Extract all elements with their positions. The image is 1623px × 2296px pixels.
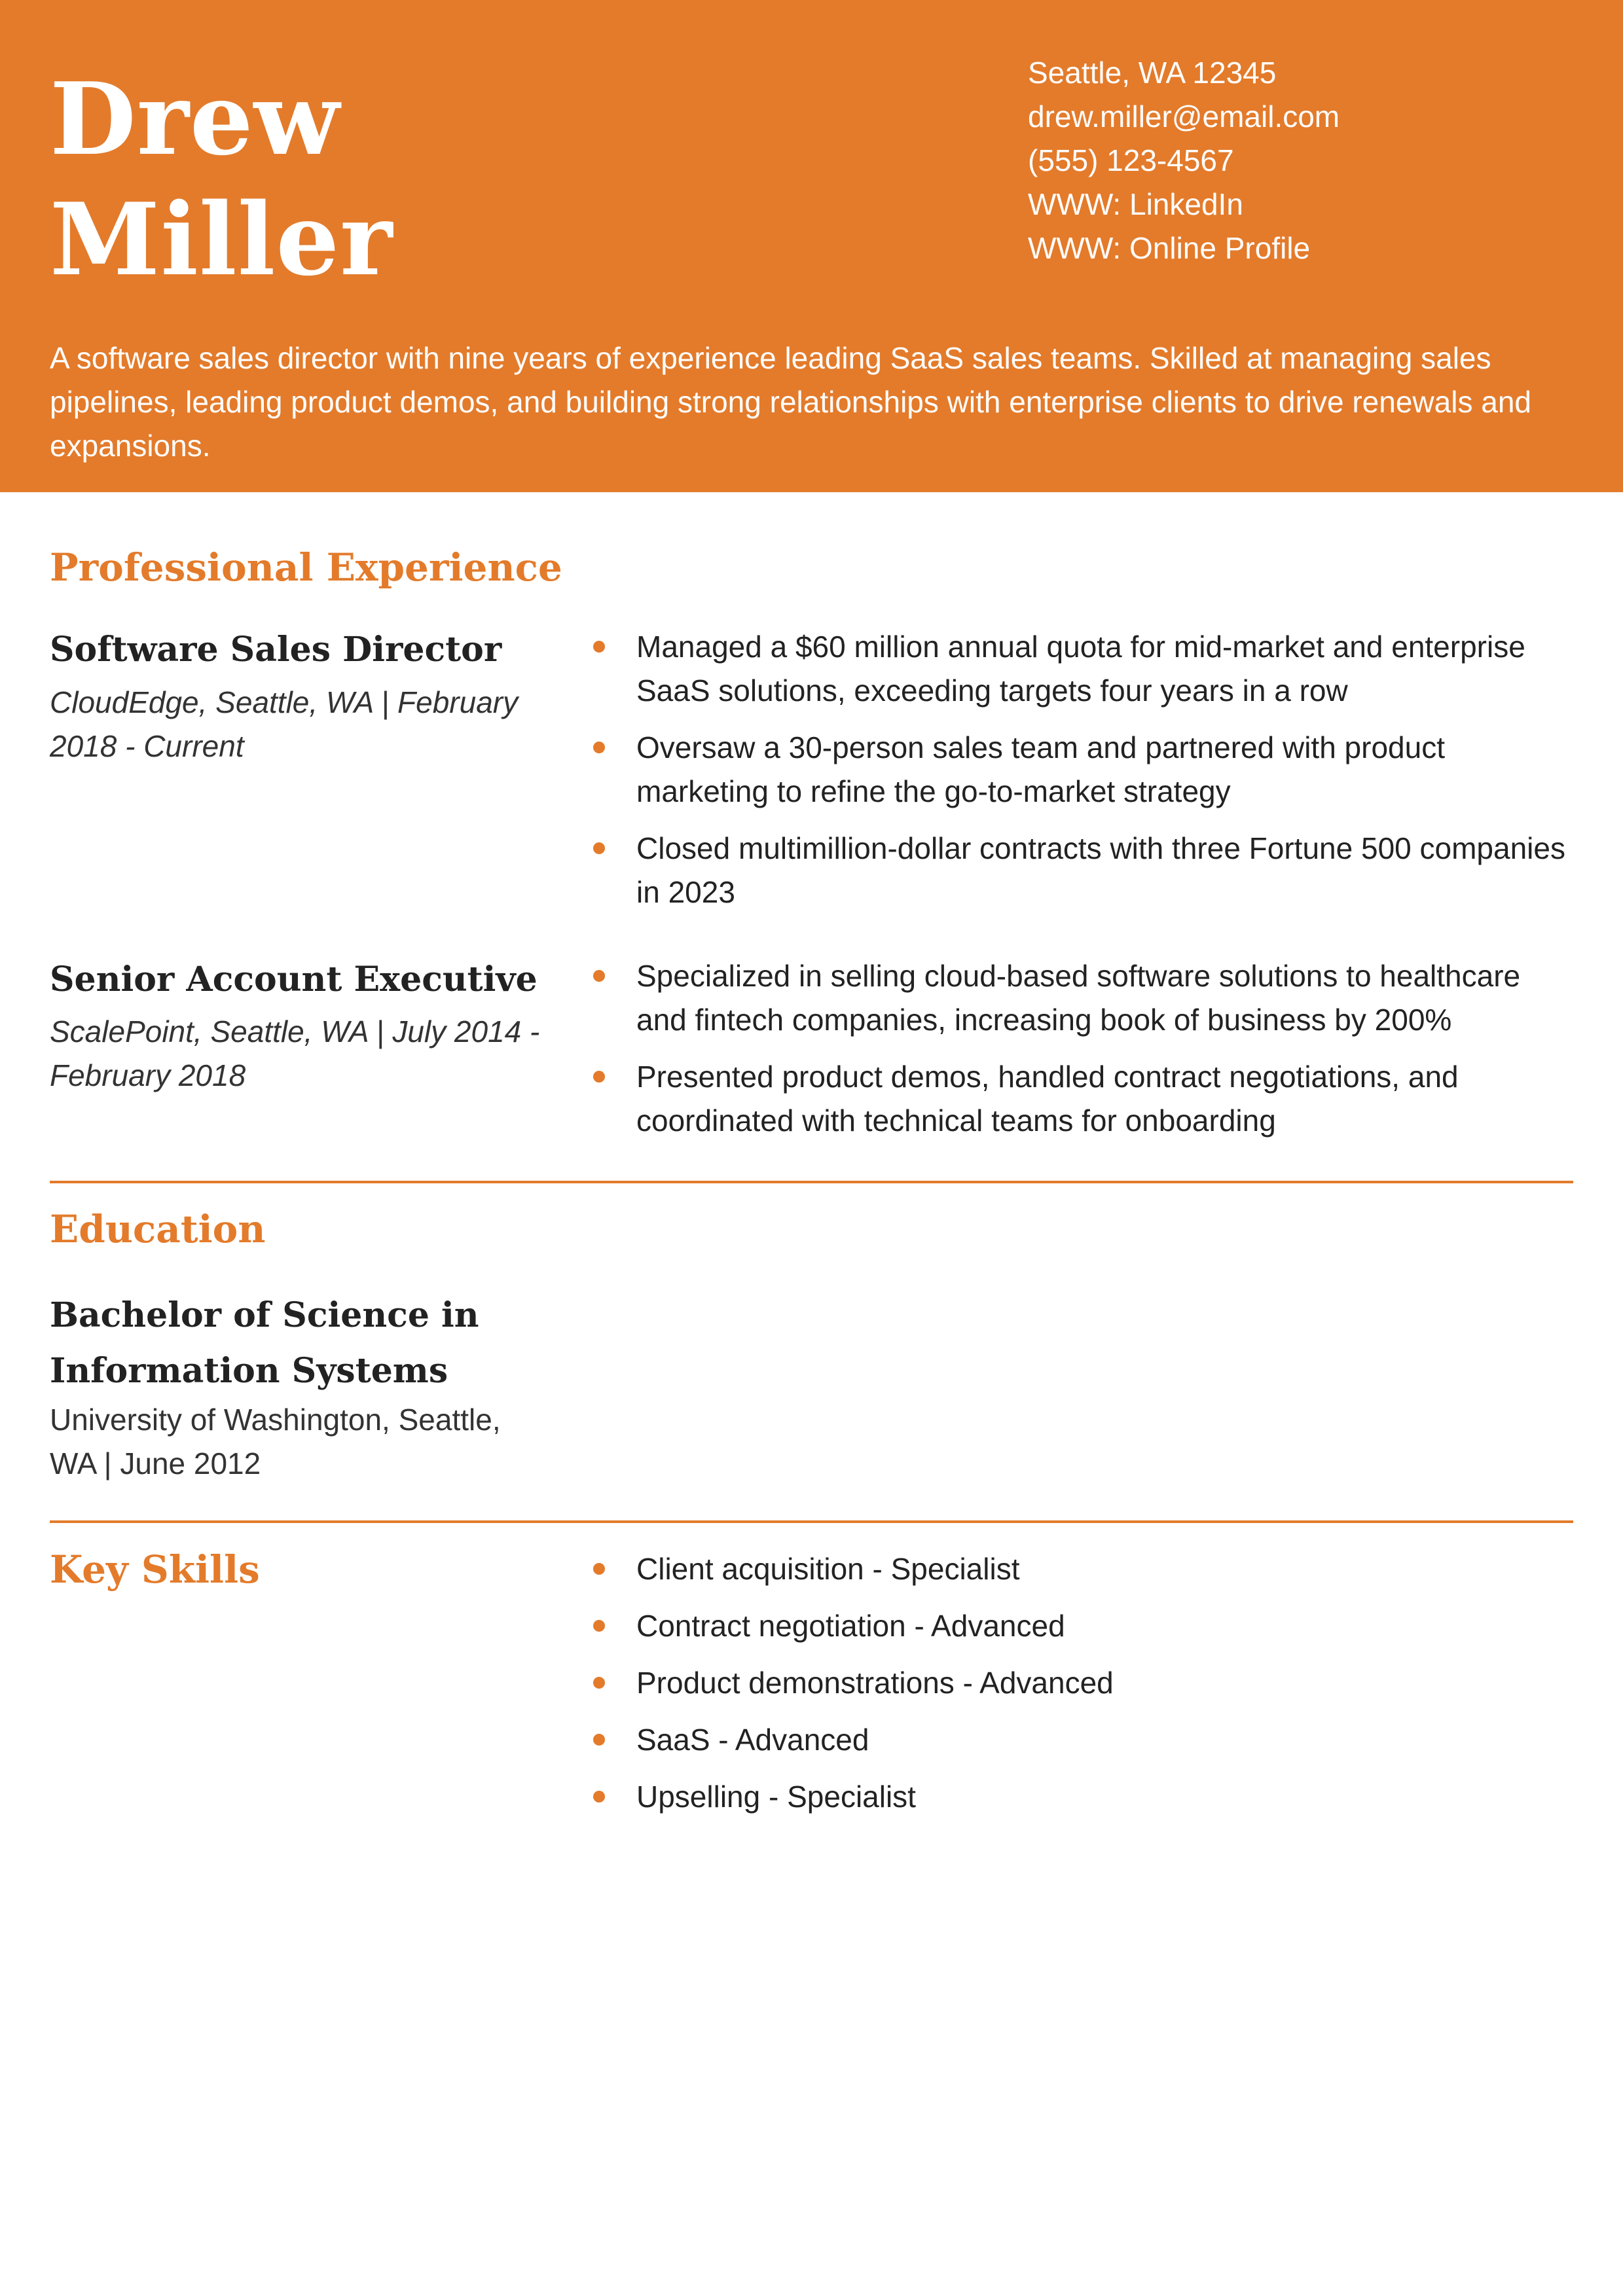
job-title: Software Sales Director [50,630,502,670]
education-meta: University of Washington, Seattle, WA | June 2012 [50,1403,501,1480]
skill-item: Contract negotiation - Advanced [593,1604,1575,1648]
candidate-name [50,59,393,300]
job-meta: ScalePoint, Seattle, WA | July 2014 - February 2018 [50,1014,540,1092]
professional-summary: A software sales director with nine years of experience leading SaaS sales teams. Skilled at managing sales pipelines, leading product demos, and building strong relationships with enterprise clients to drive renewals and expansions. [50,341,1531,463]
job-bullet: Presented product demos, handled contract negotiations, and coordinated with technical teams for onboarding [593,1055,1575,1143]
section-divider [50,1181,1573,1183]
job-bullet: Specialized in selling cloud-based software solutions to healthcare and fintech companies, increasing book of business by 200% [593,954,1575,1042]
skill-item: Client acquisition - Specialist [593,1547,1575,1591]
job-bullet: Closed multimillion-dollar contracts with three Fortune 500 companies in 2023 [593,827,1575,914]
skills-list [593,1547,1575,1832]
education-heading: Education [50,1207,266,1251]
skill-item: SaaS - Advanced [593,1718,1575,1762]
skills-heading: Key Skills [50,1547,260,1592]
contact-linkedin-link[interactable]: WWW: LinkedIn [1028,187,1243,221]
contact-location: Seattle, WA 12345 [1028,56,1277,90]
first-name: Drew [50,60,340,177]
resume-header [0,0,1623,492]
job-meta: CloudEdge, Seattle, WA | February 2018 - Current [50,685,519,763]
job-title: Senior Account Executive [50,960,538,999]
skill-item: Upselling - Specialist [593,1775,1575,1819]
contact-profile-link[interactable]: WWW: Online Profile [1028,231,1311,265]
job-bullet: Oversaw a 30-person sales team and partnered with product marketing to refine the go-to-market strategy [593,726,1575,814]
experience-heading: Professional Experience [50,545,562,590]
section-divider [50,1520,1573,1523]
last-name: Miller [50,181,393,298]
contact-email[interactable]: drew.miller@email.com [1028,99,1340,134]
contact-block [1028,51,1340,270]
education-degree: Bachelor of Science in Information Systems [50,1295,479,1391]
contact-phone: (555) 123-4567 [1028,143,1234,177]
job-bullets [593,625,1575,927]
job-bullets [593,954,1575,1156]
skill-item: Product demonstrations - Advanced [593,1661,1575,1705]
job-bullet: Managed a $60 million annual quota for mid-market and enterprise SaaS solutions, exceeding targets four years in a row [593,625,1575,713]
